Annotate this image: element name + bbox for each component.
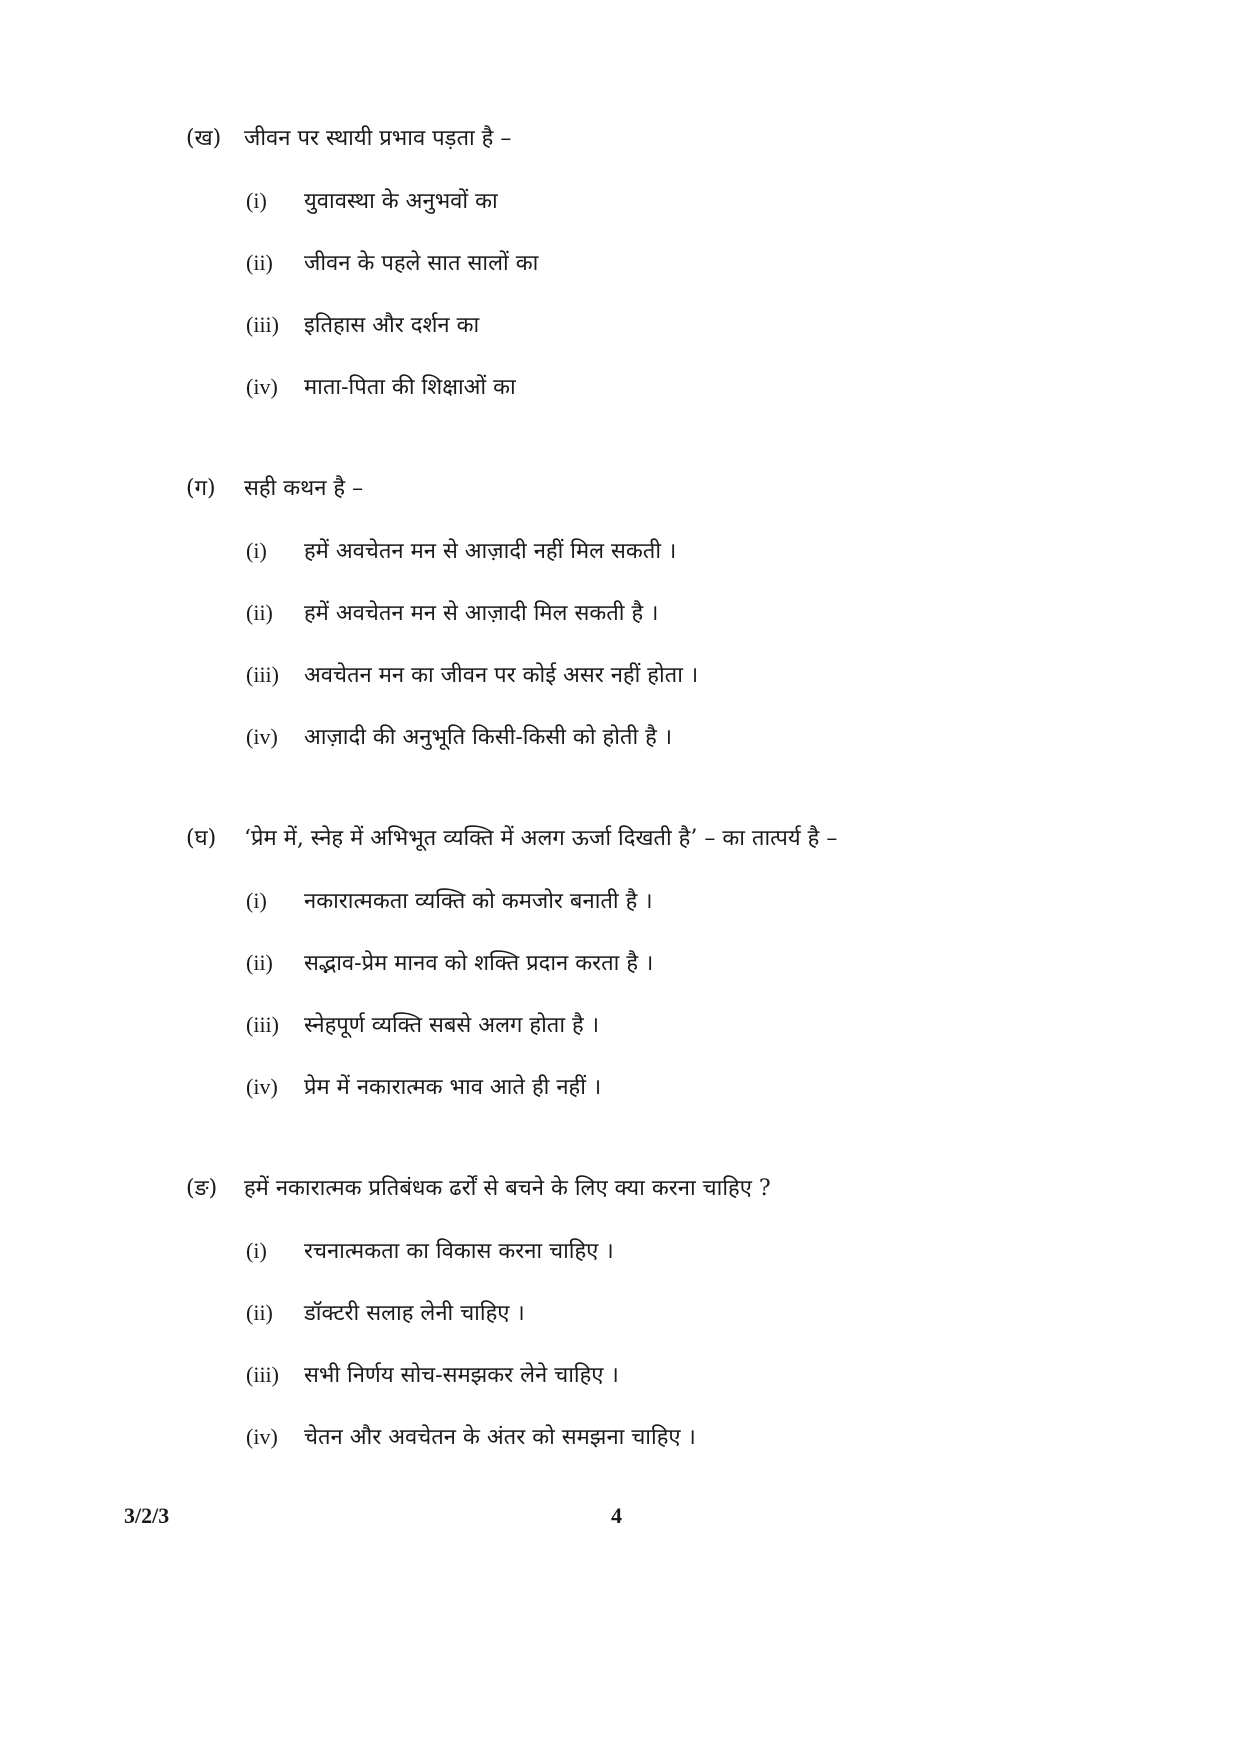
option-i [246,886,653,917]
option-number: (ii) [246,250,273,275]
option-iv [246,1422,696,1453]
option-ii [246,598,658,629]
page-number: 4 [611,1503,622,1528]
option-text: चेतन और अवचेतन के अंतर को समझना चाहिए । [304,1425,696,1450]
question-text: सही कथन है – [244,476,364,501]
option-text: डॉक्टरी सलाह लेनी चाहिए । [304,1301,525,1326]
option-text: प्रेम में नकारात्मक भाव आते ही नहीं । [304,1075,602,1100]
option-iii [246,310,479,341]
option-number: (i) [246,188,267,213]
option-iii [246,660,698,691]
question-text: हमें नकारात्मक प्रतिबंधक ढर्रों से बचने के लिए क्या करना चाहिए ? [244,1176,771,1201]
option-i [246,536,676,567]
option-number: (i) [246,888,267,913]
option-number: (iv) [246,1424,278,1449]
option-text: स्नेहपूर्ण व्यक्ति सबसे अलग होता है । [304,1013,600,1038]
option-text: सभी निर्णय सोच-समझकर लेने चाहिए । [304,1363,619,1388]
question-text: जीवन पर स्थायी प्रभाव पड़ता है – [244,126,512,151]
paper-code: 3/2/3 [124,1503,170,1528]
option-text: आज़ादी की अनुभूति किसी-किसी को होती है । [304,725,673,750]
option-text: अवचेतन मन का जीवन पर कोई असर नहीं होता । [304,663,699,688]
option-ii [246,1298,525,1329]
question-label: (घ) [186,826,217,851]
option-number: (ii) [246,600,273,625]
option-text: हमें अवचेतन मन से आज़ादी नहीं मिल सकती । [304,539,677,564]
option-number: (iv) [246,374,278,399]
option-number: (ii) [246,950,273,975]
option-iii [246,1010,599,1041]
option-i [246,186,498,217]
option-number: (i) [246,538,267,563]
option-number: (iii) [246,662,279,687]
option-number: (iii) [246,1012,279,1037]
option-text: नकारात्मकता व्यक्ति को कमजोर बनाती है । [304,889,653,914]
option-iv [246,722,672,753]
option-i [246,1236,614,1267]
option-text: सद्भाव-प्रेम मानव को शक्ति प्रदान करता है । [304,951,654,976]
question-header [186,474,363,504]
question-label: (ख) [186,126,222,151]
option-number: (i) [246,1238,267,1263]
option-text: रचनात्मकता का विकास करना चाहिए । [304,1239,614,1264]
option-text: माता-पिता की शिक्षाओं का [304,375,516,400]
option-number: (iv) [246,1074,278,1099]
option-text: इतिहास और दर्शन का [304,313,480,338]
option-number: (iv) [246,724,278,749]
option-number: (iii) [246,1362,279,1387]
question-label: (ङ) [186,1176,218,1201]
option-ii [246,248,538,279]
option-text: हमें अवचेतन मन से आज़ादी मिल सकती है । [304,601,659,626]
question-label: (ग) [186,476,216,501]
option-iii [246,1360,619,1391]
question-header [186,824,837,854]
option-text: युवावस्था के अनुभवों का [304,189,498,214]
question-header [186,1174,771,1204]
option-iv [246,1072,601,1103]
question-header [186,124,511,154]
option-iv [246,372,516,403]
option-number: (ii) [246,1300,273,1325]
question-text: ‘प्रेम में, स्नेह में अभिभूत व्यक्ति में अलग ऊर्जा दिखती है’ – का तात्पर्य है – [244,826,838,851]
option-ii [246,948,653,979]
option-text: जीवन के पहले सात सालों का [304,251,539,276]
option-number: (iii) [246,312,279,337]
